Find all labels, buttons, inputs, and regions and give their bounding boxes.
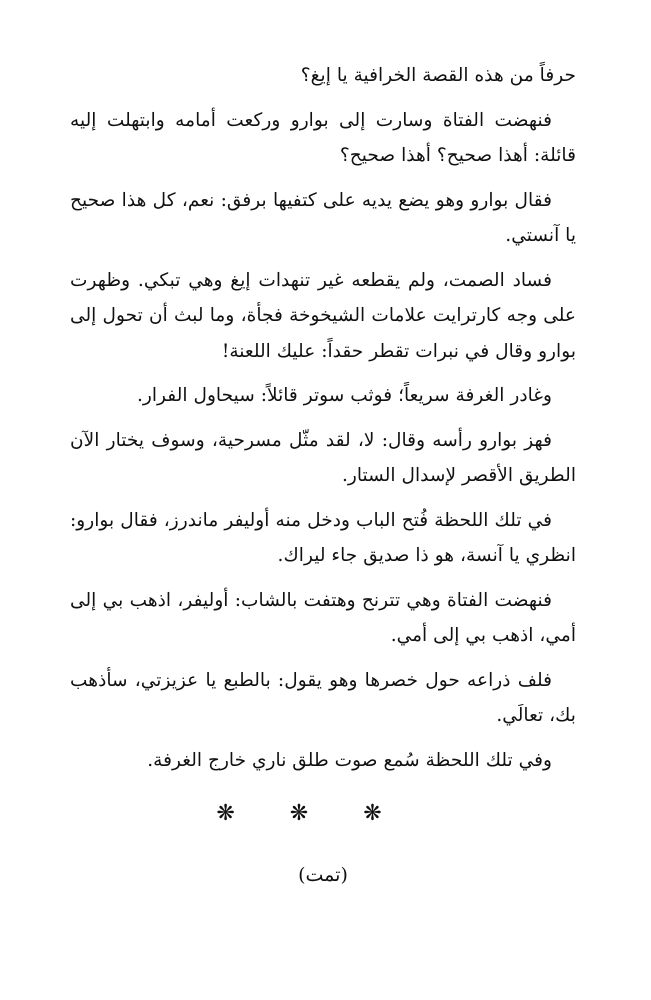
paragraph-6: فهز بوارو رأسه وقال: لا، لقد مثّل مسرحية، وسوف يختار الآن الطريق الأقصر لإسدال الستار. bbox=[70, 429, 576, 486]
end-mark: (تمت) bbox=[298, 863, 348, 886]
paragraph-3: فقال بوارو وهو يضع يديه على كتفيها برفق: نعم، كل هذا صحيح يا آنستي. bbox=[70, 189, 576, 246]
paragraph-2: فنهضت الفتاة وسارت إلى بوارو وركعت أمامه وابتهلت إليه قائلة: أهذا صحيح؟ أهذا صحيح؟ bbox=[70, 109, 576, 166]
paragraph-4: فساد الصمت، ولم يقطعه غير تنهدات إيغ وهي تبكي. وظهرت على وجه كارترايت علامات الشيخوخة فجأة، وما لبث أن تحول إلى بوارو وقال في نبرات تقطر حقداً: عليك اللعنة! bbox=[70, 269, 576, 362]
paragraph-5: وغادر الغرفة سريعاً؛ فوثب سوتر قائلاً: سيحاول الفرار. bbox=[136, 385, 552, 406]
paragraph-9: فلف ذراعه حول خصرها وهو يقول: بالطبع يا عزيزتي، سأذهب بك، تعالَي. bbox=[70, 669, 576, 726]
paragraph-1: حرفاً من هذه القصة الخرافية يا إيغ؟ bbox=[300, 65, 576, 86]
section-divider: ❋ ❋ ❋ bbox=[216, 801, 406, 826]
paragraph-8: فنهضت الفتاة وهي تترنح وهتفت بالشاب: أوليفر، اذهب بي إلى أمي، اذهب بي إلى أمي. bbox=[70, 589, 576, 646]
book-page bbox=[70, 58, 576, 893]
paragraph-7: في تلك اللحظة فُتح الباب ودخل منه أوليفر ماندرز، فقال بوارو: انظري يا آنسة، هو ذا صديق جاء ليراك. bbox=[70, 509, 576, 566]
paragraph-10: وفي تلك اللحظة سُمع صوت طلق ناري خارج الغرفة. bbox=[147, 749, 552, 771]
